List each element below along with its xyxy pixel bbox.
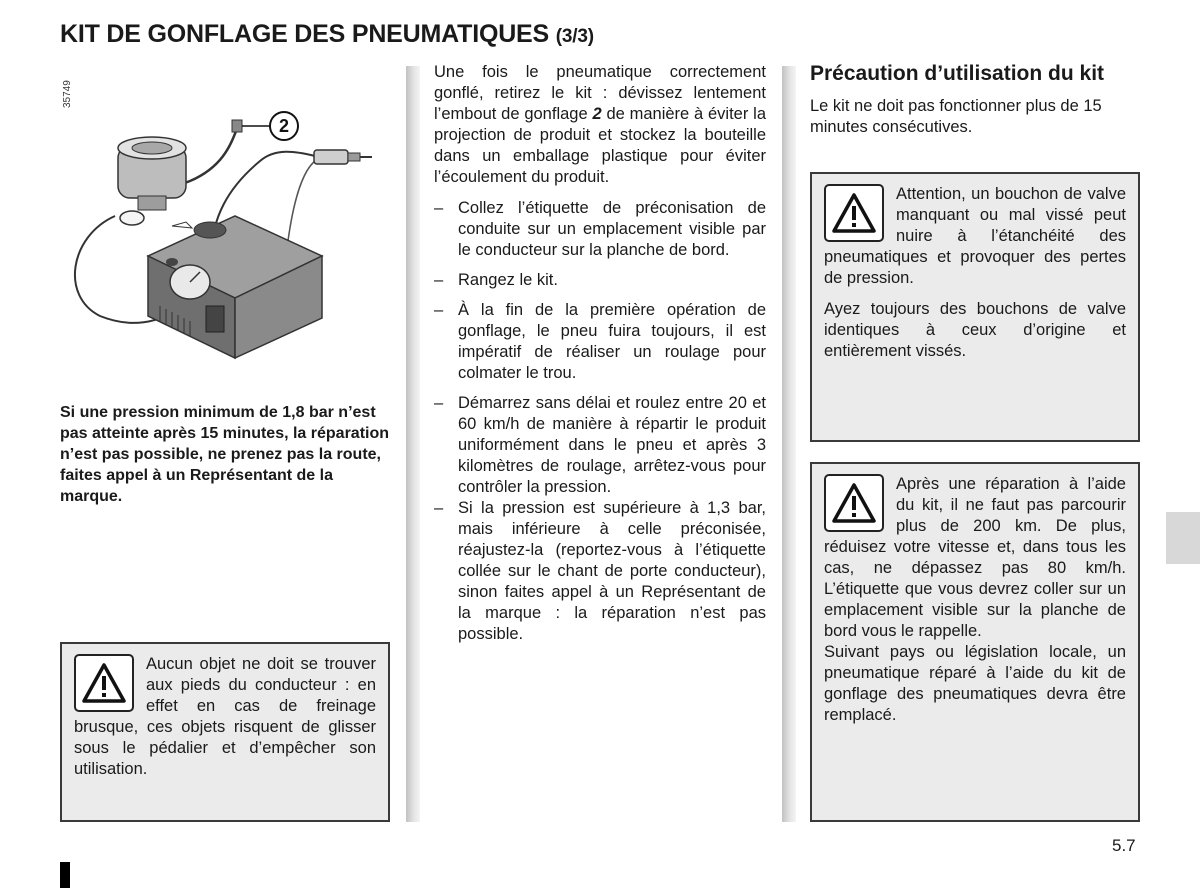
list-item-text: Rangez le kit. (458, 271, 558, 289)
column-divider (406, 66, 420, 822)
list-item (434, 300, 766, 384)
pressure-warning: Si une pression minimum de 1,8 bar n’est pas atteinte après 15 minutes, la réparation n’est pas possible, ne prenez pas la route, faites appel à un Représentant de la marque. (60, 404, 390, 505)
section-text: Le kit ne doit pas fonctionner plus de 15 minutes consécutives. (810, 97, 1102, 136)
warning-box-distance (810, 462, 1140, 822)
warning-paragraph: Attention, un bouchon de valve manquant ou mal vissé peut nuire à l’étanchéité des pneumatiques et provoquer des pertes de pression. (824, 185, 1126, 287)
reference-number: 2 (592, 105, 602, 123)
page-number: 5.7 (1112, 836, 1136, 855)
warning-paragraph: Suivant pays ou législation locale, un pneumatique réparé à l’aide du kit de gonflage des pneumatiques devra être remplacé. (824, 643, 1126, 724)
section-heading: Précaution d’utilisation du kit (810, 62, 1105, 85)
compressor-drawing (60, 66, 400, 366)
bullet-dash: – (434, 301, 444, 319)
bullet-dash: – (434, 499, 444, 517)
warning-box-valve-cap (810, 172, 1140, 442)
bullet-dash: – (434, 199, 444, 217)
warning-paragraph: Ayez toujours des bouchons de valve identiques à ceux d’origine et entièrement vissés. (824, 300, 1126, 360)
list-item-text: À la fin de la première opération de gonflage, le pneu fuira toujours, il est impératif de réaliser un roulage pour colmater le trou. (458, 301, 766, 382)
list-item (434, 393, 766, 498)
chapter-tab (1166, 512, 1200, 564)
warning-box-pedals (60, 642, 390, 822)
page-title-part: (3/3) (555, 26, 594, 47)
warning-triangle-icon (74, 654, 134, 712)
intro-text: de manière à éviter la projection de produit et stockez la bouteille dans un emballage plastique pour éviter l’écoulement du produit. (434, 105, 766, 186)
page-title (60, 20, 594, 49)
instruction-list (434, 198, 766, 645)
warning-text: Aucun objet ne doit se trouver aux pieds du conducteur : en effet en cas de freinage brusque, ces objets risquent de glisser sous le pédalier et d’empêcher son utilisation. (74, 655, 376, 778)
bullet-dash: – (434, 394, 444, 412)
warning-triangle-icon (824, 184, 884, 242)
list-item (434, 498, 766, 645)
bullet-dash: – (434, 271, 444, 289)
list-item-text: Démarrez sans délai et roulez entre 20 et 60 km/h de manière à répartir le produit uniformément dans le pneu et après 3 kilomètres de roulage, arrêtez-vous pour contrôler la pression. (458, 394, 766, 496)
crop-mark (60, 862, 70, 888)
intro-text: Une fois le pneumatique correctement gonflé, retirez le kit : dévissez lentement l’embout de gonflage (434, 63, 766, 123)
callout-number: 2 (278, 116, 290, 136)
figure-reference: 35749 (62, 80, 73, 108)
list-item (434, 270, 766, 291)
list-item-text: Collez l’étiquette de préconisation de conduite sur un emplacement visible par le conducteur sur la planche de bord. (458, 199, 766, 259)
instructions-column (434, 62, 766, 645)
column-divider (782, 66, 796, 822)
page-title-text: KIT DE GONFLAGE DES PNEUMATIQUES (60, 20, 549, 48)
warning-paragraph: Après une réparation à l’aide du kit, il ne faut pas parcourir plus de 200 km. De plus, réduisez votre vitesse et, dans tous les cas, ne dépassez pas 80 km/h. L’étiquette que vous devrez coller sur un emplacement visible sur la planche de bord vous le rappelle. (824, 475, 1126, 640)
warning-triangle-icon (824, 474, 884, 532)
compressor-illustration (60, 66, 400, 366)
intro-paragraph (434, 62, 766, 188)
list-item (434, 198, 766, 261)
list-item-text: Si la pression est supérieure à 1,3 bar, mais inférieure à celle préconisée, réajustez-la (reportez-vous à l’étiquette collée sur le chant de porte conducteur), sinon faites appel à un Représentant de la marque : la réparation n’est pas possible. (458, 499, 766, 643)
